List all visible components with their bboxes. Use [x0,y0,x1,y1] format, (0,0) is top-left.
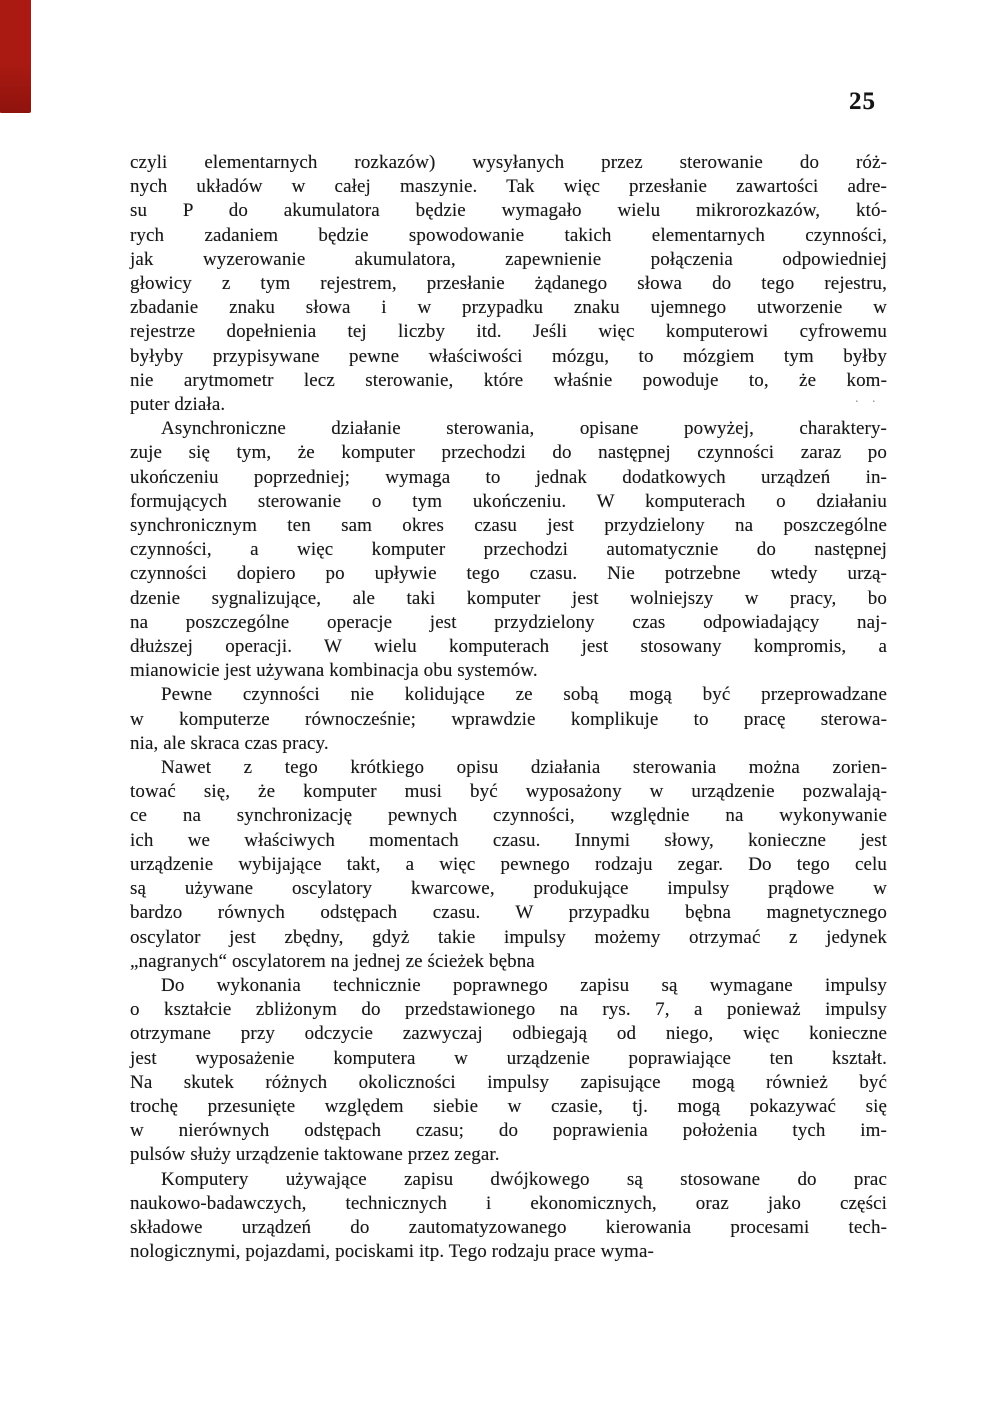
text-line: o kształcie zbliżonym do przedstawionego na rys. 7, a ponieważ impulsy [130,999,887,1021]
text-line: w komputerze równocześnie; wprawdzie komplikuje to pracę sterowa- [130,708,887,730]
text-line: otrzymane przy odczycie zazwyczaj odbiegają od niego, więc konieczne [130,1023,887,1045]
text-line: czynności, a więc komputer przechodzi automatycznie do następnej [130,539,887,561]
text-line: formujących sterowanie o tym ukończeniu. W komputerach o działaniu [130,490,887,512]
text-line: dłuższej operacji. W wielu komputerach jest stosowany kompromis, a [130,636,887,658]
text-line: Nawet z tego krótkiego opisu działania sterowania można zorien- [161,757,887,779]
text-line: rych zadaniem będzie spowodowanie takich elementarnych czynności, [130,224,887,246]
text-line: ce na synchronizację pewnych czynności, względnie na wykonywanie [130,805,887,827]
text-line: trochę przesunięte względem siebie w czasie, tj. mogą pokazywać się [130,1095,887,1117]
text-line: Do wykonania technicznie poprawnego zapisu są wymagane impulsy [161,974,887,996]
text-line: nologicznymi, pojazdami, pociskami itp. Tego rodzaju prace wyma- [130,1241,654,1263]
text-line: są używane oscylatory kwarcowe, produkujące impulsy prądowe w [130,878,887,900]
text-line: oscylator jest zbędny, gdyż takie impulsy możemy otrzymać z jedynek [130,926,887,948]
text-line: byłyby przypisywane pewne właściwości mózgu, to mózgiem tym byłby [130,345,887,367]
text-line: ich we właściwych momentach czasu. Innymi słowy, konieczne jest [130,829,887,851]
text-line: czyli elementarnych rozkazów) wysyłanych przez sterowanie do róż- [130,152,887,173]
text-line: jak wyzerowanie akumulatora, zapewnienie połączenia odpowiedniej [130,248,887,270]
text-line: czynności dopiero po upływie tego czasu. Nie potrzebne wtedy urzą- [130,563,887,585]
paragraph [130,151,887,417]
text-line: tować się, że komputer musi być wyposażony w urządzenie pozwalają- [130,781,887,803]
text-line: zuje się tym, że komputer przechodzi do następnej czynności zaraz po [130,442,887,464]
text-line: zbadanie znaku słowa i w przypadku znaku ujemnego utworzenie w [130,297,887,319]
text-line: „nagranych“ oscylatorem na jednej ze ścieżek bębna [130,950,535,972]
text-line: nie arytmometr lecz sterowanie, które właśnie powoduje to, że kom- [130,369,887,391]
text-line: Pewne czynności nie kolidujące ze sobą mogą być przeprowadzane [161,684,887,706]
text-line: głowicy z tym rejestrem, przesłanie żądanego słowa do tego rejestru, [130,273,887,295]
scan-artifact-dots: . . [855,391,881,406]
text-line: synchronicznym ten sam okres czasu jest przydzielony na poszczególne [130,515,887,537]
red-margin-mark [0,0,31,113]
text-line: nia, ale skraca czas pracy. [130,732,329,754]
text-line: jest wyposażenie komputera w urządzenie poprawiające ten kształt. [130,1047,887,1069]
text-line: naukowo-badawczych, technicznych i ekonomicznych, oraz jako części [130,1192,887,1214]
paragraph [130,756,887,974]
text-line: dzenie sygnalizujące, ale taki komputer jest wolniejszy w pracy, bo [130,587,887,609]
text-line: na poszczególne operacje jest przydzielony czas odpowiadający naj- [130,611,887,633]
text-line: składowe urządzeń do zautomatyzowanego kierowania procesami tech- [130,1216,887,1238]
paragraph [130,1168,887,1265]
text-line: nych układów w całej maszynie. Tak więc przesłanie zawartości adre- [130,176,887,198]
paragraph [130,974,887,1168]
text-line: w nierównych odstępach czasu; do poprawienia położenia tych im- [130,1120,887,1142]
text-line: mianowicie jest używana kombinacja obu systemów. [130,660,538,682]
text-line: rejestrze dopełnienia tej liczby itd. Jeśli więc komputerowi cyfrowemu [130,321,887,343]
text-line: bardzo równych odstępach czasu. W przypadku bębna magnetycznego [130,902,887,924]
text-line: urządzenie wybijające takt, a więc pewnego rodzaju zegar. Do tego celu [130,853,887,875]
text-line: Asynchroniczne działanie sterowania, opisane powyżej, charaktery- [161,418,887,440]
paragraph [130,417,887,683]
page-number: 25 [849,88,876,115]
paragraph [130,683,887,756]
text-line: pulsów służy urządzenie taktowane przez zegar. [130,1144,500,1166]
text-line: ukończeniu poprzedniej; wymaga to jednak dodatkowych urządzeń in- [130,466,887,488]
text-block [130,151,887,1264]
text-line: su P do akumulatora będzie wymagało wielu mikrorozkazów, któ- [130,200,887,222]
text-line: Na skutek różnych okoliczności impulsy zapisujące mogą również być [130,1071,887,1093]
text-line: Komputery używające zapisu dwójkowego są stosowane do prac [161,1168,887,1190]
text-line: puter działa. [130,394,226,416]
